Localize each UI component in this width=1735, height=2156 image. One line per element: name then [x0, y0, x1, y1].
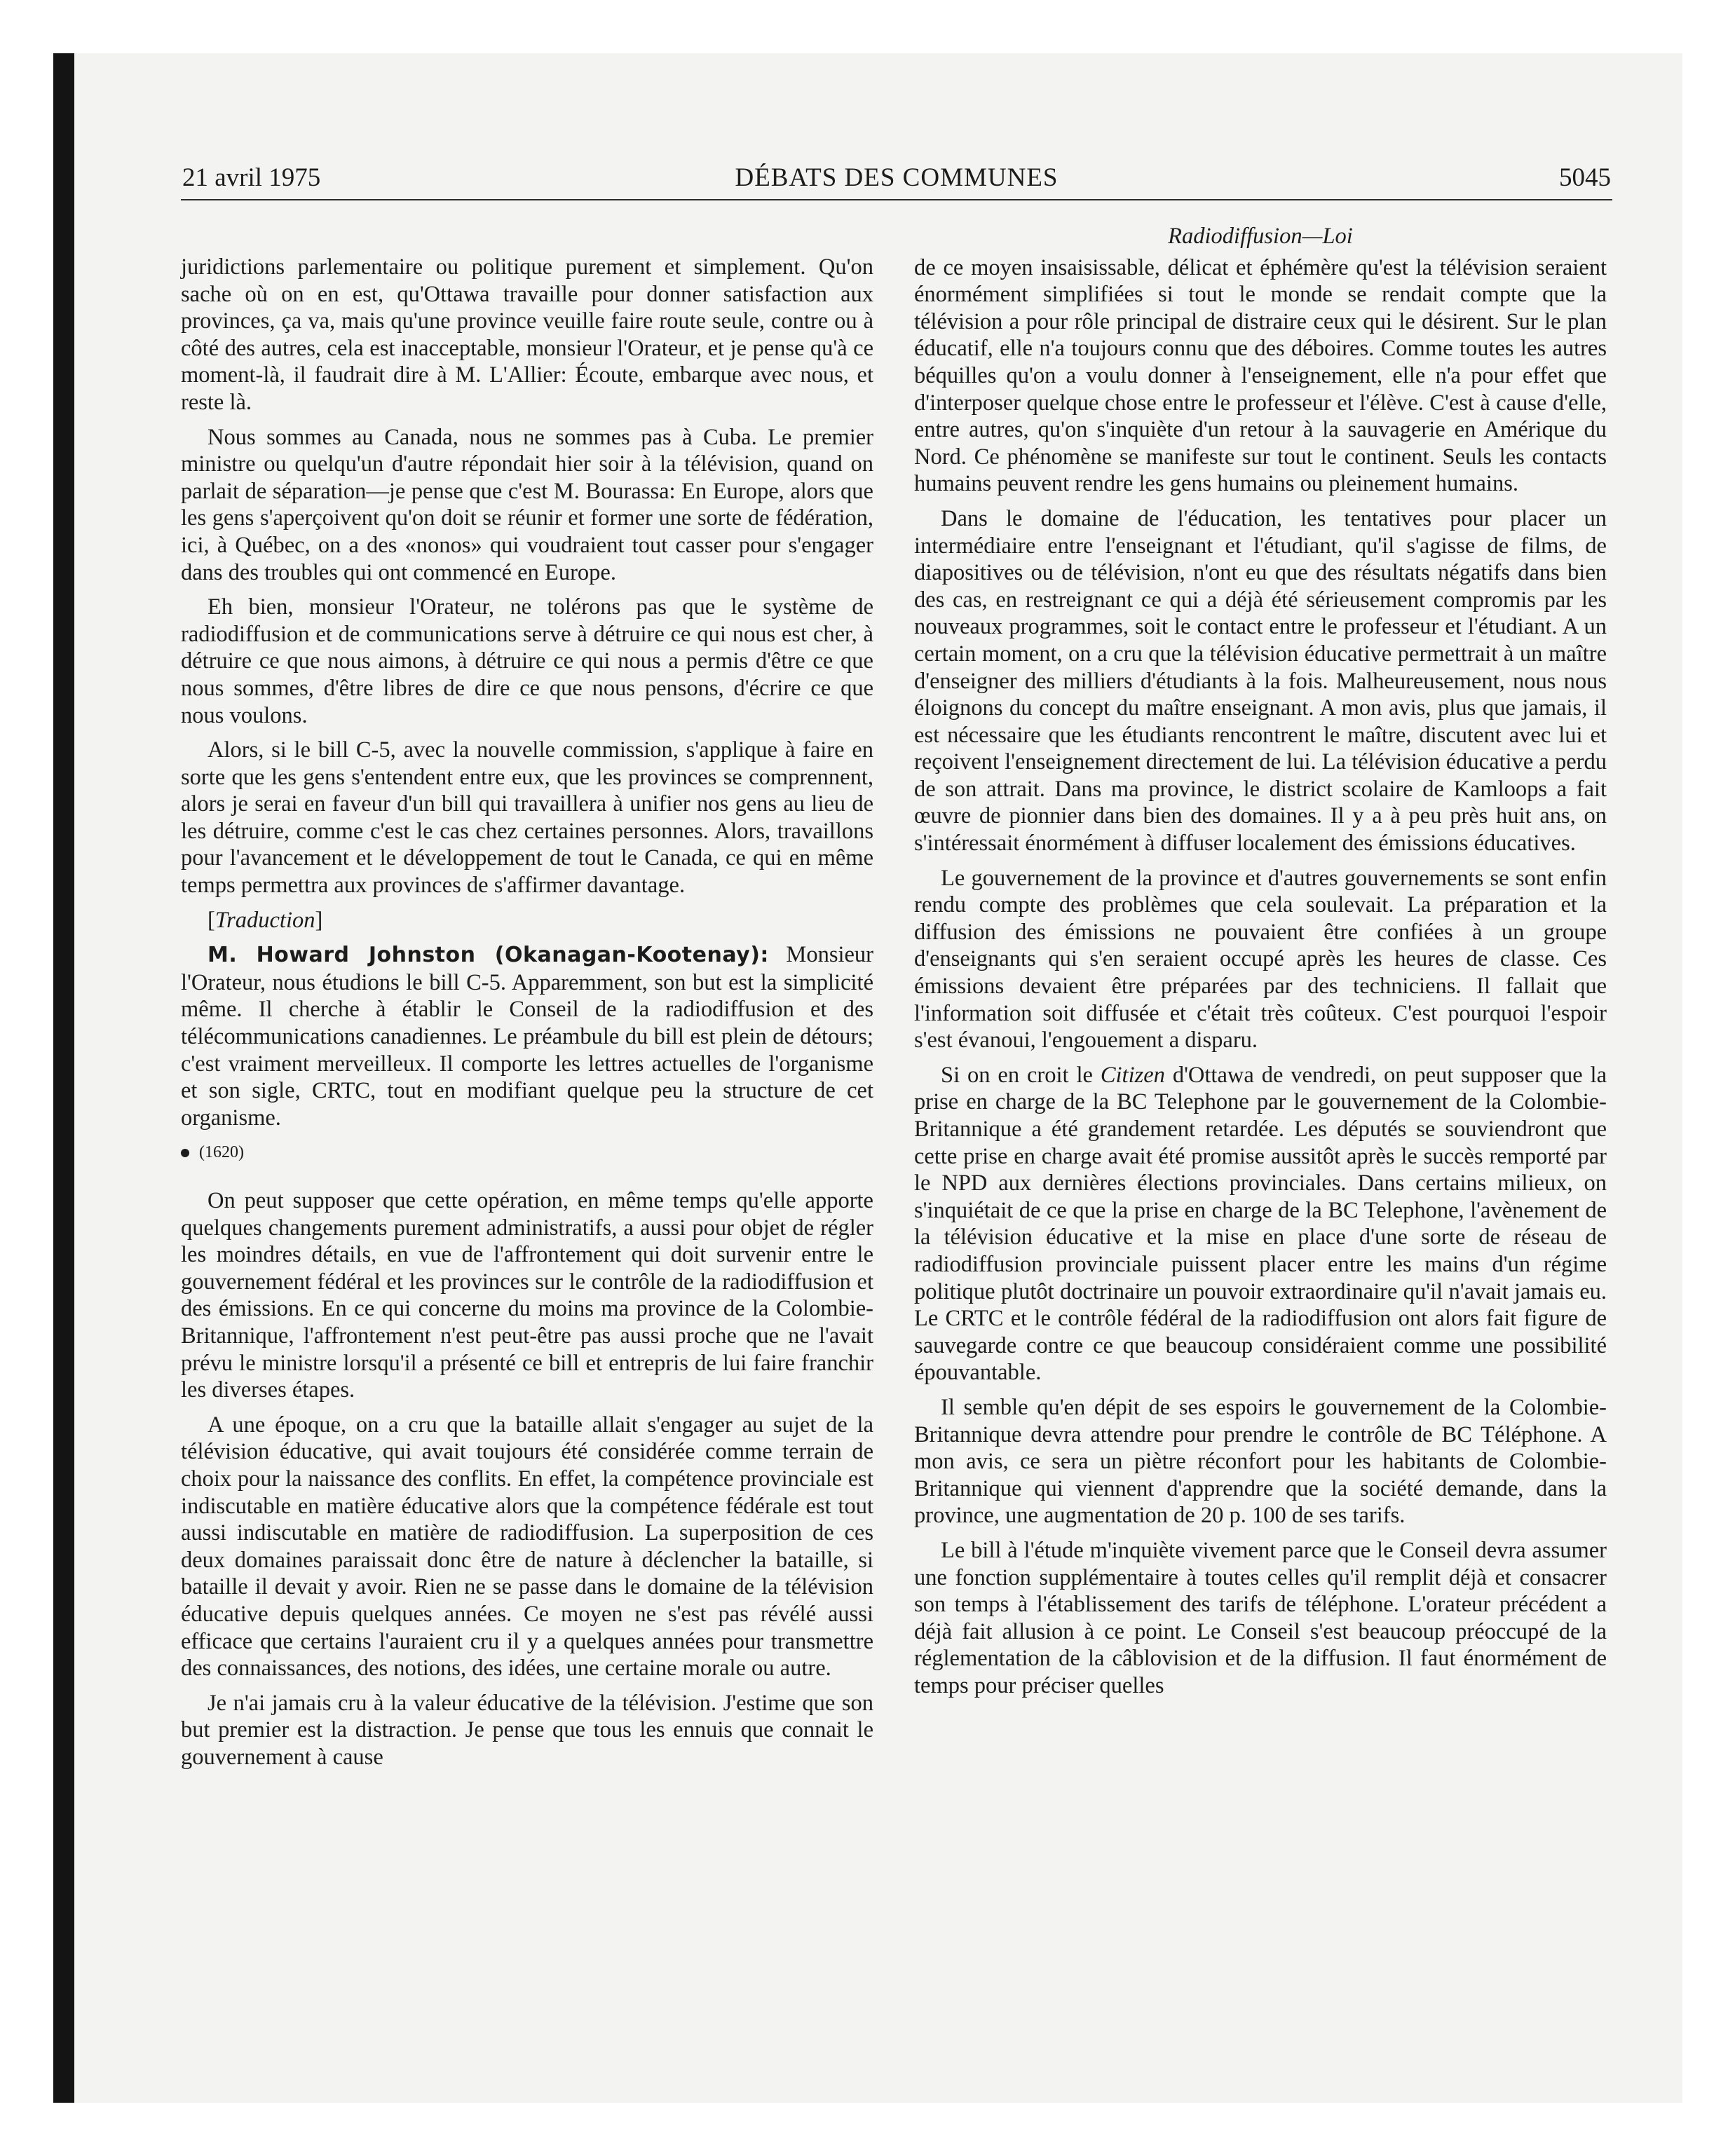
speaker-name: M. Howard Johnston (Okanagan-Kootenay): [207, 943, 769, 968]
paragraph: Le bill à l'étude m'inquiète vivement parce que le Conseil devra assumer une fonction supplémentaire à toutes celles qu'il remplit déjà et consacrer son temps à l'établissement des tarifs de téléphone. L'orateur précédent a déjà fait allusion à ce point. Le Conseil s'est beaucoup préoccupé de la réglementation de la câblovision et de la diffusion. Il faut énormément de temps pour préciser quelles [914, 1537, 1607, 1698]
header-date: 21 avril 1975 [182, 163, 321, 192]
running-head: Radiodiffusion—Loi [1168, 224, 1353, 249]
paragraph: Il semble qu'en dépit de ses espoirs le gouvernement de la Colombie-Britannique devra attendre pour prendre le contrôle de BC Téléphone. A mon avis, ce sera un piètre réconfort pour les habitants de Colombie-Britannique qui viennent d'apprendre que la société demande, dans la province, une augmentation de 20 p. 100 de ses tarifs. [914, 1394, 1607, 1529]
paragraph: de ce moyen insaisissable, délicat et éphémère qu'est la télévision seraient énormément simplifiées si tout le monde se rendait compte que la télévision a pour rôle principal de distraire ceux qui le désirent. Sur le plan éducatif, elle n'a toujours connu que des déboires. Comme toutes les autres béquilles qu'on a voulu donner à l'enseignement, elle n'a pour effet que d'interposer quelque chose entre le professeur et l'élève. C'est à cause d'elle, entre autres, qu'on s'inquiète d'un retour à la sauvagerie en Amérique du Nord. Ce phénomène se manifeste sur tout le continent. Seuls les contacts humains peuvent rendre les gens humains ou pleinement humains. [914, 254, 1607, 497]
paragraph: Nous sommes au Canada, nous ne sommes pas à Cuba. Le premier ministre ou quelqu'un d'autre répondait hier soir à la télévision, quand on parlait de séparation—je pense que c'est M. Bourassa: En Europe, alors que les gens s'aperçoivent qu'on doit se réunir et former une sorte de fédération, ici, à Québec, on a des «nonos» qui voudraient tout casser pour s'engager dans des troubles qui ont commencé en Europe. [181, 424, 873, 585]
newspaper-name: Citizen [1100, 1062, 1165, 1088]
text-fragment: Si on en croit le [941, 1062, 1093, 1088]
paragraph: Dans le domaine de l'éducation, les tentatives pour placer un intermédiaire entre l'enseignant et l'étudiant, qu'il s'agisse de films, de diapositives ou de télévision, n'ont eu que des résultats négatifs dans bien des cas, en restreignant ce qui a déjà été sérieusement compromis par les nouveaux programmes, soit le contact entre le professeur et l'étudiant. A un certain moment, on a cru que la télévision éducative permettrait à un maître d'enseigner des milliers d'étudiants à la fois. Malheureusement, nous nous éloignons du concept du maître enseignant. A mon avis, plus que jamais, il est nécessaire que les étudiants rencontrent le maître, discutent avec lui et reçoivent l'enseignement directement de lui. La télévision éducative a perdu de son attrait. Dans ma province, le district scolaire de Kamloops a fait œuvre de pionnier dans bien des domaines. Il y a à peu près huit ans, on s'intéressait énormément à diffuser localement des émissions éducatives. [914, 505, 1607, 857]
page-number: 5045 [1559, 163, 1611, 192]
header-title: DÉBATS DES COMMUNES [735, 163, 1059, 192]
bullet-icon [181, 1149, 189, 1157]
left-column [181, 254, 873, 1778]
translation-note: [Traduction] [207, 907, 323, 933]
paragraph: Le gouvernement de la province et d'autres gouvernements se sont enfin rendu compte des problèmes que cela soulevait. La préparation et la diffusion des émissions ne pouvaient être confiées à un groupe d'enseignants qui s'en seraient occupé après les heures de classe. Ces émissions devaient être préparées par des techniciens. Il fallait que l'information soit diffusée et c'était très coûteux. C'est pourquoi l'espoir s'est évanoui, l'engouement a disparu. [914, 865, 1607, 1053]
time-stamp-text: (1620) [199, 1143, 244, 1162]
paragraph: A une époque, on a cru que la bataille allait s'engager au sujet de la télévision éducative, qui avait toujours été considérée comme terrain de choix pour la naissance des conflits. En effet, la compétence provinciale est indiscutable en matière éducative alors que la compétence fédérale est tout aussi indiscutable en matière de radiodiffusion. La superposition de ces deux domaines paraissait donc être de nature à déclencher la bataille, si bataille il devait y avoir. Rien ne se passe dans le domaine de la télévision éducative depuis quelques années. Ce moyen ne s'est pas révélé aussi efficace que certains l'auraient cru il y a quelques années pour transmettre des connaissances, des notions, des idées, une certaine morale ou autre. [181, 1412, 873, 1681]
paragraph [914, 1062, 1607, 1386]
paragraph: juridictions parlementaire ou politique purement et simplement. Qu'on sache où on en est, qu'Ottawa travaille pour donner satisfaction aux provinces, ça va, mais qu'une province veuille faire route seule, contre ou à côté des autres, cela est inacceptable, monsieur l'Orateur, et je pense qu'à ce moment-là, il faudrait dire à M. L'Allier: Écoute, embarque avec nous, et reste là. [181, 254, 873, 415]
paragraph: Eh bien, monsieur l'Orateur, ne tolérons pas que le système de radiodiffusion et de communications serve à détruire ce qui nous est cher, à détruire ce que nous aimons, à détruire ce qui nous a permis d'être ce que nous sommes, d'être libres de dire ce que nous pensons, d'écrire ce que nous voulons. [181, 594, 873, 728]
right-column [914, 223, 1607, 1707]
time-stamp [181, 1139, 873, 1166]
page-header [181, 163, 1612, 200]
speech-text: Monsieur l'Orateur, nous étudions le bill C-5. Apparemment, son but est la simplicité même. Il cherche à établir le Conseil de la radiodiffusion et des télécommunications canadiennes. Le préambule du bill est plein de détours; c'est vraiment merveilleux. Il comporte les lettres actuelles de l'organisme et son sigle, CRTC, tout en modifiant quelque peu la structure de cet organisme. [181, 942, 873, 1131]
translation-label: Traduction [215, 907, 315, 933]
paragraph: Je n'ai jamais cru à la valeur éducative de la télévision. J'estime que son but premier est la distraction. Je pense que tous les ennuis que connait le gouvernement à cause [181, 1690, 873, 1770]
paragraph: Alors, si le bill C-5, avec la nouvelle commission, s'applique à faire en sorte que les gens s'entendent entre eux, que les provinces se comprennent, alors je serai en faveur d'un bill qui travaillera à unifier nos gens au lieu de les détruire, comme c'est le cas chez certaines personnes. Alors, travaillons pour l'avancement et le développement de tout le Canada, ce qui en même temps permettra aux provinces de s'affirmer davantage. [181, 737, 873, 899]
text-fragment: d'Ottawa de vendredi, on peut supposer que la prise en charge de la BC Telephone par le gouvernement de la Colombie-Britannique a été grandement retardée. Les députés se souviendront que cette prise en charge avait été promise aussitôt après le succès remporté par le NPD aux dernières élections provinciales. Dans certains milieux, on s'inquiétait de ce que la prise en charge de la BC Telephone, l'avènement de la télévision éducative et la mise en place d'une sorte de réseau de radiodiffusion provinciale puissent placer entre les mains d'un régime politique plutôt doctrinaire un pouvoir extraordinaire qu'il n'avait jamais eu. Le CRTC et le contrôle fédéral de la radiodiffusion ont alors fait figure de sauvegarde contre ce que beaucoup considéraient comme une possibilité épouvantable. [914, 1062, 1607, 1386]
paragraph: On peut supposer que cette opération, en même temps qu'elle apporte quelques changements purement administratifs, a aussi pour objet de régler les moindres détails, en vue de l'affrontement qui doit survenir entre le gouvernement fédéral et les provinces sur le contrôle de la radiodiffusion et des émissions. En ce qui concerne du moins ma province de la Colombie-Britannique, l'affrontement n'est peut-être pas aussi proche que ne l'avait prévu le ministre lorsqu'il a présenté ce bill et entrepris de lui faire franchir les diverses étapes. [181, 1188, 873, 1403]
speech-paragraph [181, 941, 873, 1131]
scan-binding-edge [53, 53, 74, 2103]
